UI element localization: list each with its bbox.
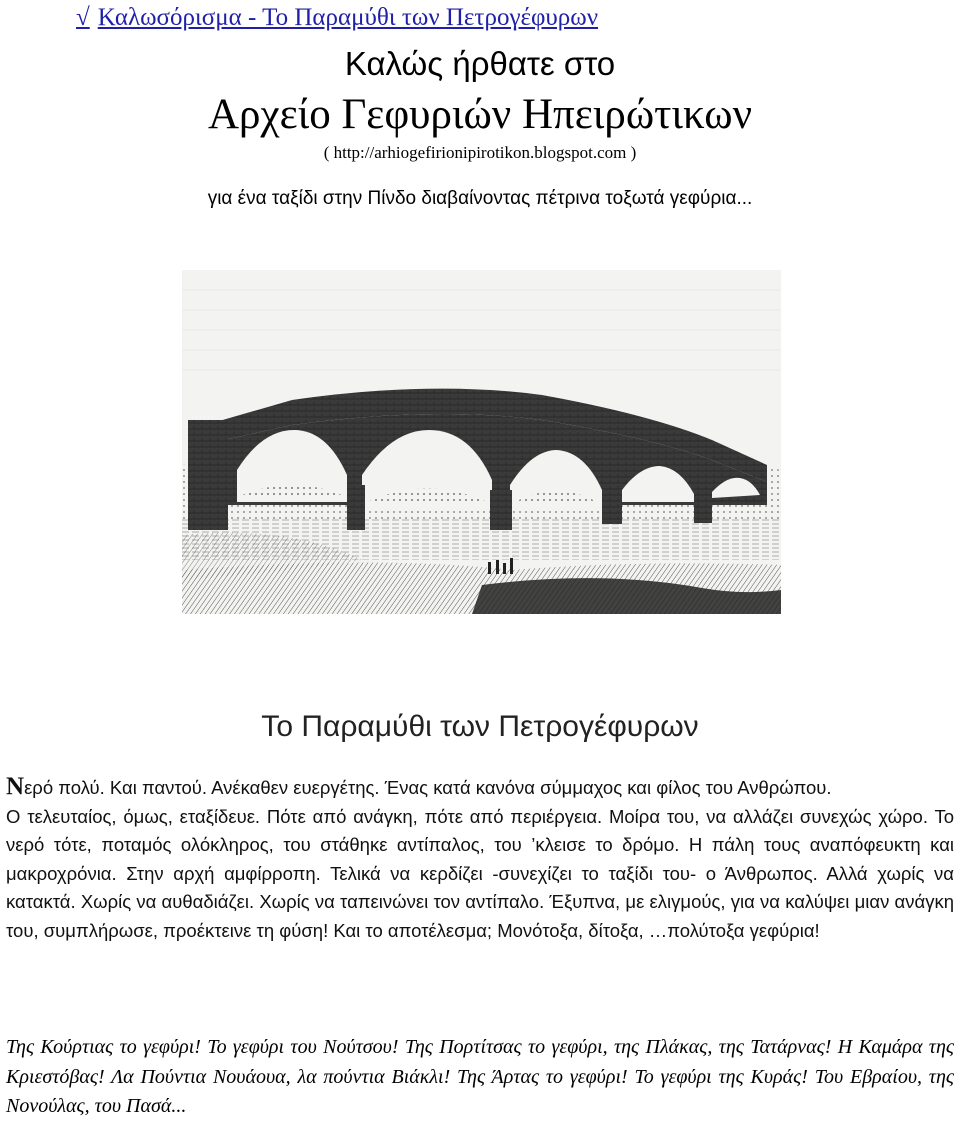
tagline: για ένα ταξίδι στην Πίνδο διαβαίνοντας πέτρινα τοξωτά γεφύρια... [207,188,753,209]
bridges-list [6,1033,954,1122]
welcome-link[interactable] [76,4,598,32]
bridge-engraving-image [182,270,781,614]
check-icon: √ [76,4,90,31]
page-title: Αρχείο Γεφυριών Ηπειρώτικων [207,91,753,138]
welcome-link-label: Καλωσόρισμα - Το Παραμύθι των Πετρογέφυρων [97,4,599,31]
story-paragraph-2: Ο τελευταίος, όμως, εταξίδευε. Πότε από ανάγκη, πότε από περιέργεια. Μοίρα του, να αλλάζει συνεχώς χώρο. Το νερό τότε, ποταμός ολόκληρος, του στάθηκε αντίπαλος, του ’κλεισε το δρόμο. Η πάλη τους αναπόφευκτη και μακροχρόνια. Στην αρχή αμφίρροπη. Τελικά να κερδίζει -συνεχίζει το ταξίδι του- ο Άνθρωπος. Αλλά χωρίς να κατακτά. Χωρίς να αυθαδιάζει. Χωρίς να ταπεινώνει τον αντίπαλο. Έξυπνα, με ελιγμούς, για να καλύψει μιαν ανάγκη του, συμπλήρωσε, προέκτεινε τη φύση! Και το αποτέλεσμα; Μονότοξα, δίτοξα, …πολύτοξα γεφύρια! [6,805,954,941]
story-paragraph-1-text: ερό πολύ. Και παντού. Ανέκαθεν ευεργέτης. Ένας κατά κανόνα σύμμαχος και φίλος του Ανθρώπου. [24,777,832,798]
story-text [6,773,954,946]
blog-url: ( http://arhiogefirionipirotikon.blogspot.com ) [323,143,637,162]
welcome-line: Καλώς ήρθατε στο [344,45,616,82]
drop-cap: Ν [6,773,25,800]
bridges-paragraph: Της Κούρτιας το γεφύρι! Το γεφύρι του Νούτσου! Της Πορτίτσας το γεφύρι, της Πλάκας, της Τατάρνας! Η Καμάρα της Κριεστόβας! Λα Πούντια Νουάουα, λα πούντια Βιάκλι! Της Άρτας το γεφύρι! Το γεφύρι της Κυράς! Του Εβραίου, της Νονούλας, του Πασά... [6,1036,954,1117]
section-title: Το Παραμύθι των Πετρογέφυρων [261,710,699,743]
story-paragraph [6,773,954,803]
